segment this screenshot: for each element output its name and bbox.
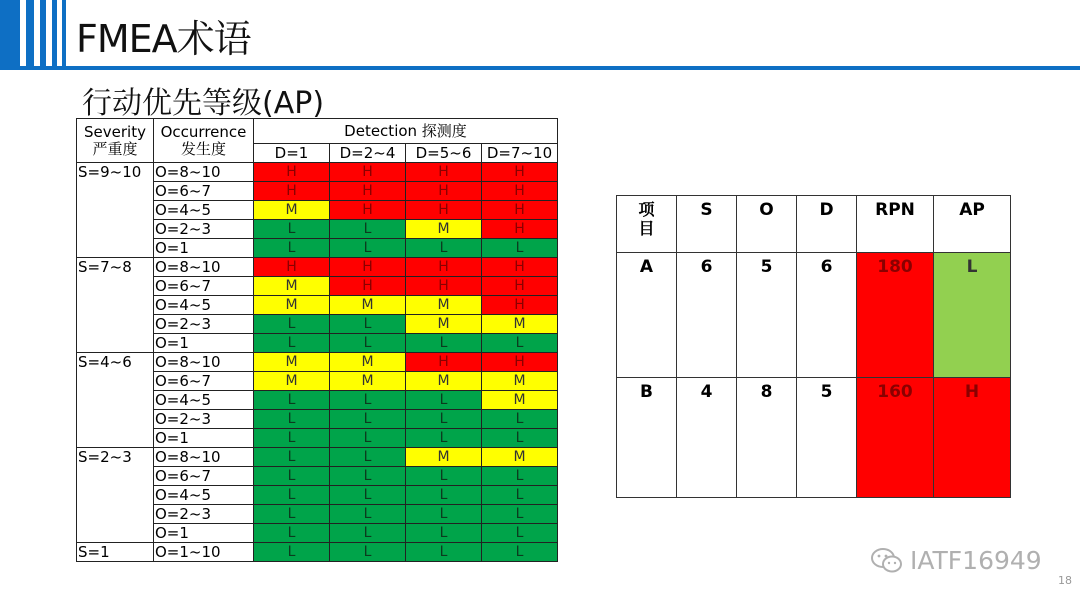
ap-level-cell: H <box>482 296 558 315</box>
ap-level-cell: M <box>406 296 482 315</box>
rpn-item: B <box>617 378 677 498</box>
ap-level-cell: M <box>254 201 330 220</box>
ap-level-cell: M <box>254 372 330 391</box>
ap-level-cell: H <box>330 182 406 201</box>
ap-level-cell: H <box>406 258 482 277</box>
ap-level-cell: H <box>330 277 406 296</box>
watermark-text: IATF16949 <box>910 546 1042 575</box>
page-number: 18 <box>1058 574 1072 587</box>
ap-level-cell: L <box>254 429 330 448</box>
rpn-s: 4 <box>677 378 737 498</box>
severity-header <box>77 119 154 163</box>
occurrence-cell: O=2~3 <box>154 410 254 429</box>
ap-level-cell: L <box>254 391 330 410</box>
occurrence-cell: O=4~5 <box>154 486 254 505</box>
ap-level-cell: M <box>482 448 558 467</box>
ap-level-cell: M <box>482 315 558 334</box>
ap-level-cell: L <box>482 505 558 524</box>
ap-row <box>77 448 558 467</box>
ap-level-cell: L <box>406 505 482 524</box>
rpn-header-rpn: RPN <box>857 196 934 253</box>
ap-level-cell: L <box>254 315 330 334</box>
rpn-header-ap: AP <box>934 196 1011 253</box>
ap-level-cell: L <box>406 543 482 562</box>
occurrence-cell: O=4~5 <box>154 391 254 410</box>
ap-level-cell: L <box>406 391 482 410</box>
ap-level-cell: M <box>254 353 330 372</box>
ap-level-cell: H <box>254 182 330 201</box>
slide-title: FMEA术语 <box>76 17 251 61</box>
occurrence-header-en: Occurrence <box>160 122 247 141</box>
rpn-row <box>617 378 1011 498</box>
ap-row <box>77 258 558 277</box>
rpn-header-o: O <box>737 196 797 253</box>
occurrence-cell: O=6~7 <box>154 372 254 391</box>
ap-level-cell: L <box>330 315 406 334</box>
ap-level-cell: M <box>254 277 330 296</box>
ap-level-cell: M <box>482 372 558 391</box>
ap-level-cell: H <box>406 353 482 372</box>
ap-level-cell: L <box>482 239 558 258</box>
decor-stripe <box>40 0 46 70</box>
ap-level-cell: H <box>254 163 330 182</box>
ap-level-cell: L <box>330 486 406 505</box>
ap-level-cell: M <box>254 296 330 315</box>
ap-level-cell: L <box>482 467 558 486</box>
ap-level-cell: L <box>254 486 330 505</box>
occurrence-cell: O=2~3 <box>154 505 254 524</box>
occurrence-cell: O=2~3 <box>154 220 254 239</box>
ap-level-cell: L <box>330 391 406 410</box>
decor-stripe <box>62 0 66 70</box>
rpn-ap-comparison-table <box>616 195 1011 498</box>
rpn-value: 180 <box>857 253 934 378</box>
ap-level-cell: L <box>330 334 406 353</box>
decor-stripe <box>26 0 34 70</box>
slide-subtitle: 行动优先等级(AP) <box>82 86 325 121</box>
severity-header-cn: 严重度 <box>92 139 138 158</box>
ap-level-cell: L <box>482 524 558 543</box>
ap-level-cell: L <box>406 334 482 353</box>
ap-level-cell: L <box>482 410 558 429</box>
occurrence-cell: O=1 <box>154 524 254 543</box>
watermark <box>870 546 1042 575</box>
decor-stripe <box>0 0 20 70</box>
ap-level-cell: L <box>330 429 406 448</box>
rpn-header-d: D <box>797 196 857 253</box>
detection-header: Detection 探测度 <box>254 119 558 144</box>
ap-level-cell: L <box>254 524 330 543</box>
detection-col-header: D=1 <box>254 144 330 163</box>
ap-table <box>76 118 558 562</box>
detection-col-header: D=5~6 <box>406 144 482 163</box>
occurrence-header-cn: 发生度 <box>180 139 226 158</box>
occurrence-cell: O=8~10 <box>154 163 254 182</box>
occurrence-cell: O=4~5 <box>154 201 254 220</box>
ap-row <box>77 163 558 182</box>
occurrence-header <box>154 119 254 163</box>
rpn-value: 160 <box>857 378 934 498</box>
ap-level-cell: H <box>330 258 406 277</box>
ap-level-cell: L <box>254 505 330 524</box>
ap-level-cell: H <box>330 163 406 182</box>
detection-col-header: D=2~4 <box>330 144 406 163</box>
occurrence-cell: O=6~7 <box>154 467 254 486</box>
ap-level-cell: L <box>482 334 558 353</box>
ap-level-cell: L <box>254 448 330 467</box>
ap-level-cell: H <box>406 277 482 296</box>
ap-level-cell: L <box>330 505 406 524</box>
ap-level-cell: H <box>482 201 558 220</box>
ap-level-cell: L <box>254 334 330 353</box>
ap-level-cell: H <box>482 182 558 201</box>
decor-stripe <box>52 0 57 70</box>
occurrence-cell: O=8~10 <box>154 448 254 467</box>
ap-level-cell: L <box>254 543 330 562</box>
ap-level-cell: H <box>330 201 406 220</box>
rpn-header-s: S <box>677 196 737 253</box>
wechat-icon <box>870 547 904 575</box>
ap-level-cell: M <box>330 372 406 391</box>
ap-level-cell: M <box>406 220 482 239</box>
ap-level-cell: L <box>330 543 406 562</box>
ap-level-cell: H <box>406 163 482 182</box>
ap-value: H <box>934 378 1011 498</box>
ap-level-cell: L <box>406 239 482 258</box>
occurrence-cell: O=2~3 <box>154 315 254 334</box>
occurrence-cell: O=1~10 <box>154 543 254 562</box>
ap-level-cell: M <box>330 353 406 372</box>
ap-level-cell: H <box>406 201 482 220</box>
ap-level-cell: L <box>482 543 558 562</box>
ap-level-cell: M <box>330 296 406 315</box>
rpn-o: 5 <box>737 253 797 378</box>
ap-level-cell: L <box>482 486 558 505</box>
ap-level-cell: L <box>406 410 482 429</box>
detection-col-header: D=7~10 <box>482 144 558 163</box>
ap-level-cell: L <box>254 410 330 429</box>
severity-header-en: Severity <box>84 122 146 141</box>
ap-level-cell: L <box>330 410 406 429</box>
occurrence-cell: O=4~5 <box>154 296 254 315</box>
ap-row <box>77 353 558 372</box>
ap-level-cell: H <box>406 182 482 201</box>
ap-level-cell: L <box>406 524 482 543</box>
ap-level-cell: H <box>482 163 558 182</box>
ap-level-cell: H <box>482 258 558 277</box>
ap-level-cell: M <box>406 315 482 334</box>
rpn-row <box>617 253 1011 378</box>
occurrence-cell: O=6~7 <box>154 182 254 201</box>
ap-level-cell: L <box>330 220 406 239</box>
occurrence-cell: O=6~7 <box>154 277 254 296</box>
ap-level-cell: L <box>254 467 330 486</box>
ap-level-cell: H <box>254 258 330 277</box>
ap-level-cell: M <box>406 372 482 391</box>
ap-level-cell: M <box>406 448 482 467</box>
severity-cell: S=7~8 <box>77 258 154 353</box>
ap-level-cell: L <box>482 429 558 448</box>
rpn-item: A <box>617 253 677 378</box>
occurrence-cell: O=1 <box>154 334 254 353</box>
occurrence-cell: O=8~10 <box>154 353 254 372</box>
severity-cell: S=1 <box>77 543 154 562</box>
occurrence-cell: O=1 <box>154 239 254 258</box>
ap-level-cell: L <box>330 239 406 258</box>
occurrence-cell: O=8~10 <box>154 258 254 277</box>
severity-cell: S=2~3 <box>77 448 154 543</box>
ap-level-cell: L <box>406 467 482 486</box>
ap-level-cell: L <box>406 486 482 505</box>
ap-level-cell: L <box>254 239 330 258</box>
ap-level-cell: H <box>482 353 558 372</box>
ap-level-cell: L <box>330 448 406 467</box>
severity-cell: S=4~6 <box>77 353 154 448</box>
rpn-header-item <box>617 196 677 253</box>
ap-level-cell: M <box>482 391 558 410</box>
rpn-header-item-text: 项目 <box>638 200 655 238</box>
rpn-o: 8 <box>737 378 797 498</box>
rpn-d: 5 <box>797 378 857 498</box>
ap-level-cell: L <box>330 467 406 486</box>
ap-level-cell: H <box>482 277 558 296</box>
severity-cell: S=9~10 <box>77 163 154 258</box>
ap-value: L <box>934 253 1011 378</box>
title-underline <box>0 66 1080 70</box>
occurrence-cell: O=1 <box>154 429 254 448</box>
ap-level-cell: L <box>406 429 482 448</box>
ap-row <box>77 543 558 562</box>
ap-level-cell: L <box>330 524 406 543</box>
ap-level-cell: L <box>254 220 330 239</box>
rpn-d: 6 <box>797 253 857 378</box>
rpn-s: 6 <box>677 253 737 378</box>
ap-level-cell: H <box>482 220 558 239</box>
